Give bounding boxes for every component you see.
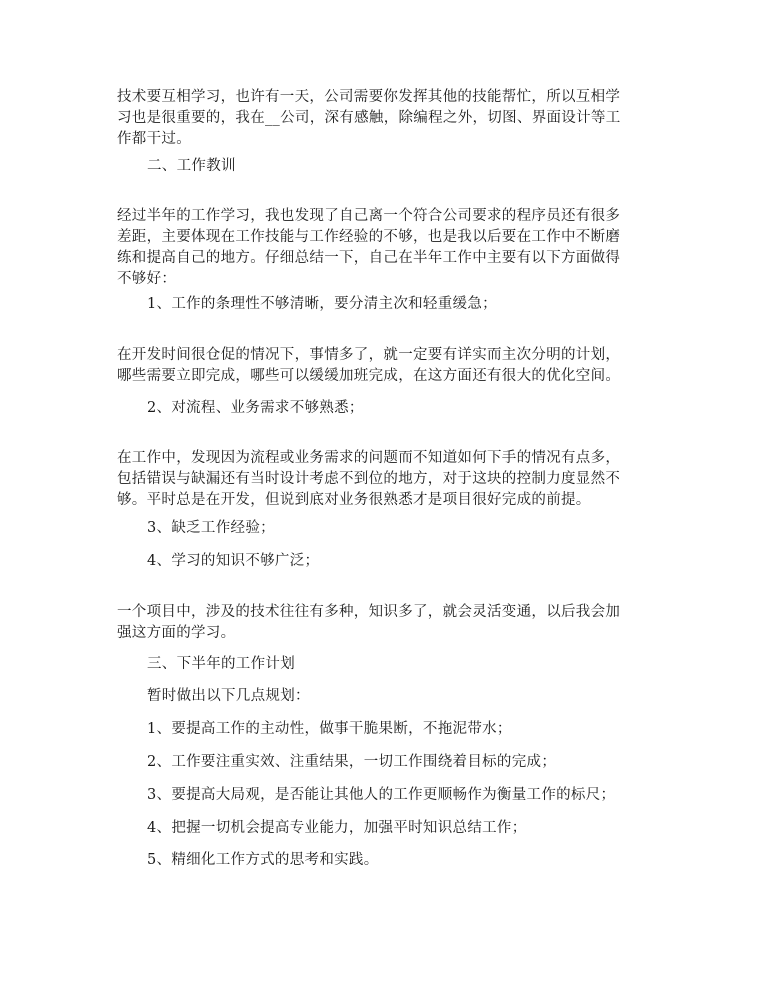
text-line: 在开发时间很仓促的情况下，事情多了，就一定要有详实而主次分明的计划， [117,347,621,363]
plan-item [147,752,657,773]
list-item-text: 2、对流程、业务需求不够熟悉； [147,400,364,416]
paragraph-technology [117,602,657,644]
plan-intro [147,686,657,707]
heading-text: 二、工作教训 [147,158,236,174]
plan-item-text: 3、要提高大局观，是否能让其他人的工作更顺畅作为衡量工作的标尺； [147,787,616,803]
text-line: 练和提高自己的地方。仔细总结一下，自己在半年工作中主要有以下方面做得 [117,250,621,266]
section-heading-plan [147,654,657,675]
list-item-process [147,398,657,419]
plan-item [147,818,657,839]
list-item-organization [147,294,657,315]
paragraph-mutual-learning [117,87,657,150]
paragraph-planning [117,345,657,387]
plan-item [147,719,657,740]
text-line: 经过半年的工作学习，我也发现了自己离一个符合公司要求的程序员还有很多 [117,208,621,224]
text-line: 习也是很重要的，我在__公司，深有感触，除编程之外，切图、界面设计等工 [117,110,621,126]
text-line: 作都干过。 [117,131,191,147]
plan-intro-text: 暂时做出以下几点规划： [147,688,310,704]
text-line: 一个项目中，涉及的技术往往有多种，知识多了，就会灵活变通，以后我会加 [117,604,621,620]
list-item-experience [147,518,657,539]
heading-text: 三、下半年的工作计划 [147,656,295,672]
paragraph-business-requirements [117,448,657,511]
list-item-text: 4、学习的知识不够广泛； [147,553,320,569]
plan-item [147,785,657,806]
plan-item-text: 4、把握一切机会提高专业能力，加强平时知识总结工作； [147,820,527,836]
text-line: 在工作中，发现因为流程或业务需求的问题而不知道如何下手的情况有点多， [117,450,621,466]
plan-item-text: 2、工作要注重实效、注重结果，一切工作围绕着目标的完成； [147,754,557,770]
text-line: 够。平时总是在开发，但说到底对业务很熟悉才是项目很好完成的前提。 [117,492,591,508]
paragraph-gap-analysis [117,206,657,290]
text-line: 不够好： [117,271,177,287]
list-item-text: 3、缺乏工作经验； [147,520,275,536]
plan-item [147,850,657,871]
text-line: 哪些需要立即完成，哪些可以缓缓加班完成，在这方面还有很大的优化空间。 [117,368,621,384]
text-line: 差距，主要体现在工作技能与工作经验的不够，也是我以后要在工作中不断磨 [117,229,621,245]
plan-item-text: 1、要提高工作的主动性，做事干脆果断，不拖泥带水； [147,721,512,737]
list-item-text: 1、工作的条理性不够清晰，要分清主次和轻重缓急； [147,296,497,312]
text-line: 强这方面的学习。 [117,625,236,641]
text-line: 包括错误与缺漏还有当时设计考虑不到位的地方，对于这块的控制力度显然不 [117,471,621,487]
plan-item-text: 5、精细化工作方式的思考和实践。 [147,852,379,868]
list-item-knowledge [147,551,657,572]
text-line: 技术要互相学习，也许有一天，公司需要你发挥其他的技能帮忙，所以互相学 [117,89,621,105]
section-heading-lessons [147,156,657,177]
